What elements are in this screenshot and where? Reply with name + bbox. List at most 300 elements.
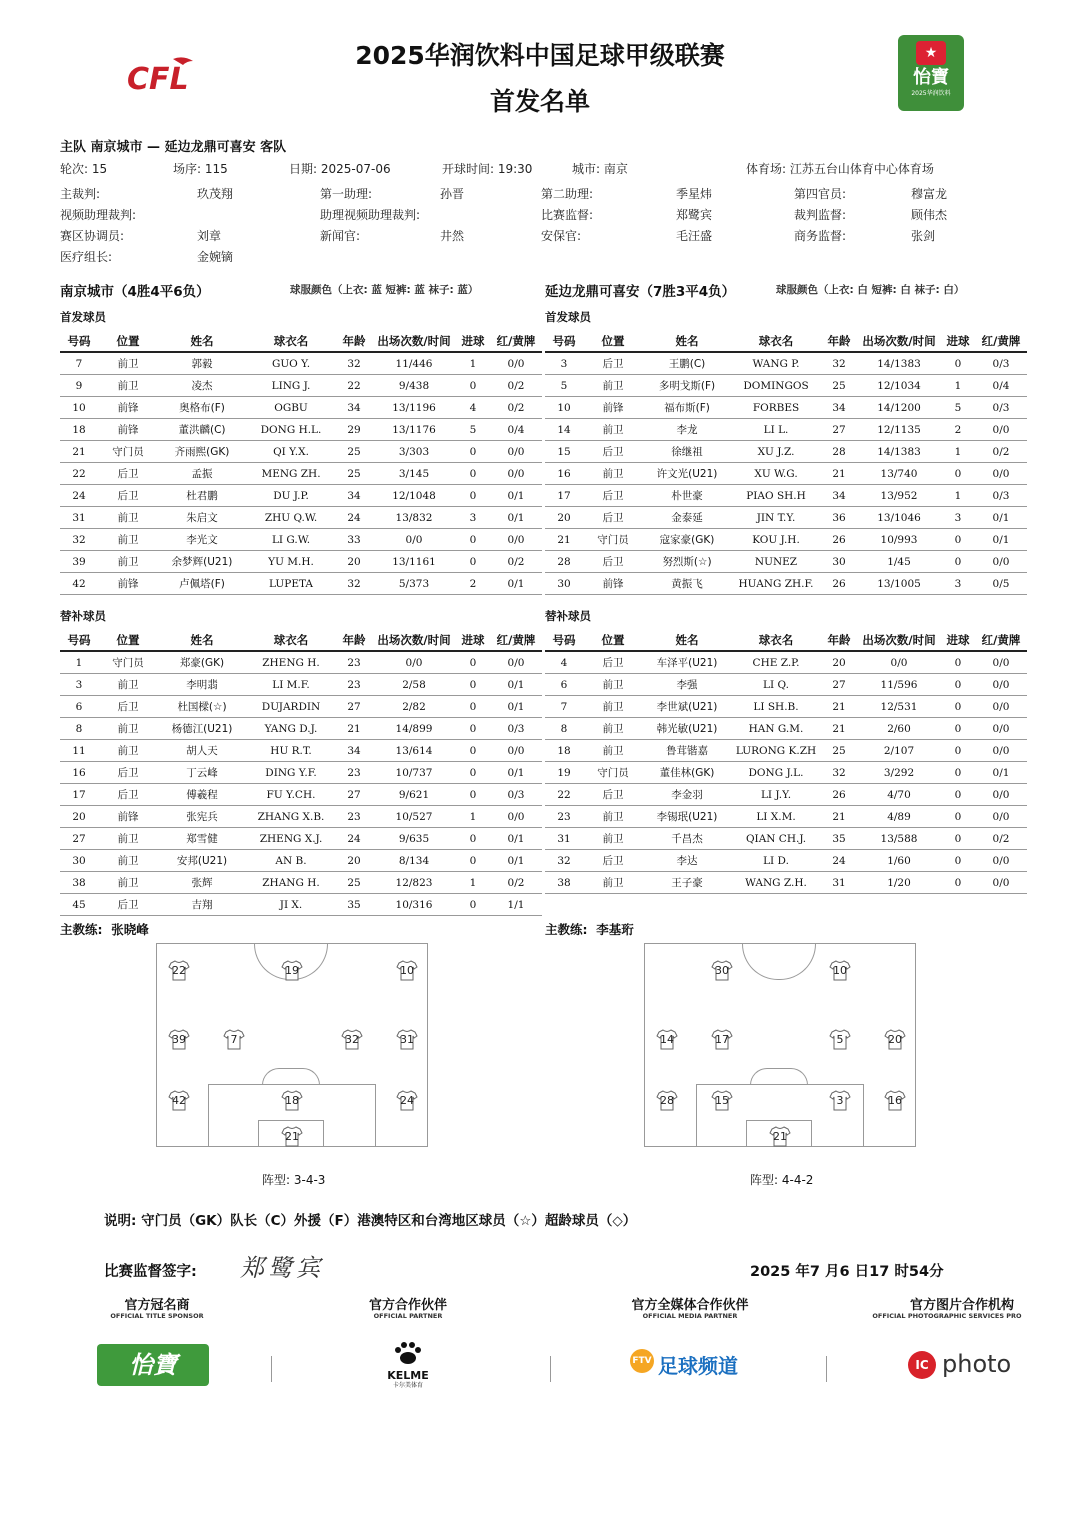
player-cell: 0/2 [975, 828, 1027, 850]
player-cell: 0/4 [490, 419, 542, 441]
player-cell: 8 [60, 718, 98, 740]
player-cell: DUJARDIN [246, 696, 336, 718]
player-cell: 1/1 [490, 894, 542, 916]
player-cell: 0/0 [975, 696, 1027, 718]
player-cell: 后卫 [583, 850, 643, 872]
player-cell: 前卫 [98, 872, 158, 894]
player-cell: 3 [941, 507, 975, 529]
player-cell: 15 [545, 441, 583, 463]
player-cell: 22 [336, 375, 372, 397]
cfl-logo-text: CFL [127, 62, 189, 95]
player-cell: 27 [336, 784, 372, 806]
player-cell: PIAO SH.H [731, 485, 821, 507]
player-row [60, 718, 542, 740]
player-cell: 25 [336, 441, 372, 463]
player-cell: 后卫 [583, 651, 643, 674]
player-cell: 3/145 [372, 463, 456, 485]
player-cell: 4 [456, 397, 490, 419]
player-cell: 董洪麟(C) [158, 419, 246, 441]
sponsor-sub-2: OFFICIAL PARTNER [373, 1312, 443, 1320]
match-teams-line: 主队 南京城市 — 延边龙鼎可喜安 客队 [60, 140, 287, 155]
player-cell: 45 [60, 894, 98, 916]
shirt-icon [656, 1028, 678, 1050]
player-cell: 后卫 [583, 551, 643, 573]
player-cell: LI Q. [731, 674, 821, 696]
player-row [545, 397, 1027, 419]
shirt-icon [341, 1028, 363, 1050]
player-cell: 2 [456, 573, 490, 595]
player-cell: 李锡珉(U21) [643, 806, 731, 828]
column-header: 进球 [456, 630, 490, 651]
player-cell: 5/373 [372, 573, 456, 595]
player-cell: 0 [456, 762, 490, 784]
player-cell: 韩光敏(U21) [643, 718, 731, 740]
player-cell: WANG P. [731, 352, 821, 375]
column-header: 红/黄牌 [975, 630, 1027, 651]
paw-icon [393, 1340, 423, 1366]
player-cell: 31 [60, 507, 98, 529]
player-cell: 杜君鹏 [158, 485, 246, 507]
home-coach [60, 920, 149, 938]
player-cell: 6 [60, 696, 98, 718]
shirt-icon [281, 1089, 303, 1111]
player-cell: NUNEZ [731, 551, 821, 573]
player-cell: 前锋 [98, 806, 158, 828]
match-stadium: 体育场: 江苏五台山体育中心体育场 [746, 162, 934, 176]
player-cell: 26 [821, 784, 857, 806]
player-cell: 福布斯(F) [643, 397, 731, 419]
player-cell: LURONG K.ZH [731, 740, 821, 762]
player-cell: 20 [336, 551, 372, 573]
column-header: 号码 [60, 630, 98, 651]
player-cell: 后卫 [583, 352, 643, 375]
player-cell: 12/531 [857, 696, 941, 718]
player-cell: 12/823 [372, 872, 456, 894]
player-cell: 前卫 [583, 872, 643, 894]
column-header: 号码 [60, 331, 98, 352]
player-cell: 35 [336, 894, 372, 916]
player-cell: AN B. [246, 850, 336, 872]
column-header: 出场次数/时间 [372, 331, 456, 352]
player-cell: 0/1 [490, 850, 542, 872]
player-cell: YU M.H. [246, 551, 336, 573]
match-round: 轮次: 15 [60, 162, 108, 176]
sponsor-title-2: 官方合作伙伴 [368, 1298, 447, 1313]
player-cell: 前卫 [583, 740, 643, 762]
official-role: 第四官员: [794, 187, 847, 201]
player-cell: 0/0 [975, 740, 1027, 762]
player-cell: 0 [941, 872, 975, 894]
player-cell: 0/0 [490, 463, 542, 485]
player-cell: 13/1161 [372, 551, 456, 573]
player-row [60, 375, 542, 397]
shirt-number: 5 [836, 1033, 844, 1046]
player-cell: 后卫 [98, 463, 158, 485]
player-cell: 12/1048 [372, 485, 456, 507]
shirt-number: 18 [285, 1094, 299, 1107]
player-cell: 0/0 [490, 806, 542, 828]
ic-logo-badge: IC [908, 1351, 936, 1379]
shirt-icon [281, 959, 303, 981]
shirt-icon [711, 1089, 733, 1111]
player-cell: 李光文 [158, 529, 246, 551]
column-header: 号码 [545, 630, 583, 651]
player-cell: 13/952 [857, 485, 941, 507]
player-cell: 朱启文 [158, 507, 246, 529]
player-cell: KOU J.H. [731, 529, 821, 551]
player-row [60, 441, 542, 463]
player-cell: 0/3 [975, 352, 1027, 375]
player-cell: 23 [336, 806, 372, 828]
player-cell: 39 [60, 551, 98, 573]
player-cell: 鲁茸锴嘉 [643, 740, 731, 762]
player-cell: 千昌杰 [643, 828, 731, 850]
player-cell: 许文光(U21) [643, 463, 731, 485]
player-cell: 3 [60, 674, 98, 696]
shirt-icon [168, 959, 190, 981]
column-header: 出场次数/时间 [857, 630, 941, 651]
player-cell: 0/3 [975, 397, 1027, 419]
home-subs-label: 替补球员 [60, 609, 106, 623]
player-cell: 21 [336, 718, 372, 740]
player-cell: 20 [60, 806, 98, 828]
player-cell: 安邦(U21) [158, 850, 246, 872]
player-cell: 0/1 [490, 762, 542, 784]
player-cell: 31 [545, 828, 583, 850]
player-cell: 0/0 [975, 419, 1027, 441]
player-cell: 0 [456, 463, 490, 485]
player-cell: 13/740 [857, 463, 941, 485]
player-cell: 0/2 [975, 441, 1027, 463]
shirt-icon [711, 959, 733, 981]
player-cell: 1/20 [857, 872, 941, 894]
home-starters-label: 首发球员 [60, 310, 106, 324]
shirt-icon [829, 1028, 851, 1050]
player-cell: 1 [456, 806, 490, 828]
player-cell: 10/737 [372, 762, 456, 784]
player-cell: 28 [821, 441, 857, 463]
player-cell: HAN G.M. [731, 718, 821, 740]
player-row [60, 740, 542, 762]
sponsor-title-4: 官方图片合作机构 [909, 1298, 1014, 1313]
player-cell: 1/45 [857, 551, 941, 573]
column-header: 年龄 [336, 630, 372, 651]
player-cell: 0 [456, 651, 490, 674]
player-cell: 0/3 [490, 784, 542, 806]
player-cell: 李金羽 [643, 784, 731, 806]
player-cell: 0 [456, 828, 490, 850]
player-row [545, 352, 1027, 375]
sponsor-logo [898, 35, 964, 111]
player-cell: 21 [545, 529, 583, 551]
official-role: 裁判监督: [794, 208, 847, 222]
player-cell: 25 [336, 872, 372, 894]
player-cell: 31 [821, 872, 857, 894]
player-cell: 18 [60, 419, 98, 441]
player-cell: 11/446 [372, 352, 456, 375]
player-cell: 2/58 [372, 674, 456, 696]
player-cell: 2 [941, 419, 975, 441]
player-cell: 后卫 [583, 441, 643, 463]
sponsor-title-3: 官方全媒体合作伙伴 [631, 1298, 749, 1313]
player-cell: XU W.G. [731, 463, 821, 485]
sponsor-sub-1: OFFICIAL TITLE SPONSOR [110, 1312, 204, 1320]
column-header: 球衣名 [246, 630, 336, 651]
player-cell: LING J. [246, 375, 336, 397]
sponsor-title-1: 官方冠名商 [124, 1298, 190, 1313]
player-cell: 杜国樑(☆) [158, 696, 246, 718]
player-cell: 0/0 [975, 551, 1027, 573]
player-row [545, 696, 1027, 718]
player-row [545, 718, 1027, 740]
player-cell: 13/832 [372, 507, 456, 529]
player-cell: 徐继祖 [643, 441, 731, 463]
shirt-number: 21 [285, 1130, 299, 1143]
player-row [545, 463, 1027, 485]
player-cell: 0/1 [490, 828, 542, 850]
player-cell: 14/1383 [857, 441, 941, 463]
player-cell: 0/0 [490, 352, 542, 375]
player-cell: 0/1 [975, 507, 1027, 529]
player-cell: ZHANG X.B. [246, 806, 336, 828]
player-cell: 25 [821, 740, 857, 762]
legend-note: 说明: 守门员（GK）队长（C）外援（F）港澳特区和台湾地区球员（☆）超龄球员（◇） [104, 1213, 637, 1229]
player-row [545, 674, 1027, 696]
player-cell: FU Y.CH. [246, 784, 336, 806]
player-cell: 张辉 [158, 872, 246, 894]
signature-label: 比赛监督签字: [104, 1264, 197, 1280]
player-cell: 34 [821, 397, 857, 419]
player-cell: 34 [336, 485, 372, 507]
match-kickoff: 开球时间: 19:30 [442, 162, 533, 176]
player-cell: 郑豪(GK) [158, 651, 246, 674]
player-cell: 13/614 [372, 740, 456, 762]
sponsor-divider-2 [550, 1356, 551, 1382]
column-header: 球衣名 [731, 630, 821, 651]
shirt-number: 24 [400, 1094, 414, 1107]
player-cell: 35 [821, 828, 857, 850]
player-cell: 孟振 [158, 463, 246, 485]
column-header: 位置 [583, 331, 643, 352]
player-cell: LI L. [731, 419, 821, 441]
shirt-number: 14 [660, 1033, 674, 1046]
page-title: 2025华润饮料中国足球甲级联赛 [355, 41, 725, 70]
match-number: 场序: 115 [173, 162, 228, 176]
player-cell: 0/0 [975, 718, 1027, 740]
official-role: 第二助理: [541, 187, 594, 201]
shirt-number: 21 [773, 1130, 787, 1143]
shirt-icon [168, 1089, 190, 1111]
shirt-number: 10 [400, 964, 414, 977]
player-cell: 14/1200 [857, 397, 941, 419]
official-name: 张剑 [911, 229, 936, 243]
column-header: 红/黄牌 [490, 331, 542, 352]
player-cell: 前卫 [583, 419, 643, 441]
shirt-number: 22 [172, 964, 186, 977]
player-cell: 7 [60, 352, 98, 375]
shirt-number: 7 [230, 1033, 238, 1046]
player-cell: 0 [941, 352, 975, 375]
player-cell: MENG ZH. [246, 463, 336, 485]
official-name: 孙晋 [440, 187, 465, 201]
away-coach [545, 920, 634, 938]
player-cell: 0/0 [975, 872, 1027, 894]
player-cell: 0 [456, 894, 490, 916]
player-cell: 后卫 [98, 696, 158, 718]
ftv-logo-badge: FTV [630, 1349, 654, 1373]
player-cell: LI D. [731, 850, 821, 872]
home-formation-label: 阵型: 3-4-3 [262, 1173, 326, 1187]
player-cell: 前卫 [98, 850, 158, 872]
player-cell: 0 [941, 740, 975, 762]
official-role: 商务监督: [794, 229, 847, 243]
player-cell: HU R.T. [246, 740, 336, 762]
shirt-number: 39 [172, 1033, 186, 1046]
player-cell: 张宪兵 [158, 806, 246, 828]
kelme-logo-sub: 卡尔美体育 [392, 1382, 423, 1389]
shirt-number: 3 [836, 1094, 844, 1107]
player-cell: 王子豪 [643, 872, 731, 894]
player-cell: 4/89 [857, 806, 941, 828]
shirt-icon [396, 1028, 418, 1050]
away-coach-name: 李基珩 [596, 922, 634, 937]
player-cell: 1 [941, 441, 975, 463]
player-cell: 0 [456, 529, 490, 551]
table-header-row [60, 331, 542, 352]
player-cell: 前卫 [98, 507, 158, 529]
player-cell: 0 [941, 828, 975, 850]
player-row [60, 397, 542, 419]
column-header: 年龄 [336, 331, 372, 352]
player-cell: 25 [336, 463, 372, 485]
shirt-icon [656, 1089, 678, 1111]
player-cell: 21 [60, 441, 98, 463]
player-row [545, 784, 1027, 806]
official-role: 新闻官: [320, 229, 361, 243]
player-cell: 0/0 [975, 806, 1027, 828]
shirt-number: 28 [660, 1094, 674, 1107]
home-coach-label: 主教练: [60, 922, 103, 937]
player-cell: 6 [545, 674, 583, 696]
player-cell: 前锋 [98, 573, 158, 595]
player-cell: 13/1005 [857, 573, 941, 595]
player-cell: 0 [456, 740, 490, 762]
player-cell: 0 [941, 551, 975, 573]
player-cell: 余梦辉(U21) [158, 551, 246, 573]
player-cell: 0/0 [490, 441, 542, 463]
player-cell: 20 [545, 507, 583, 529]
player-cell: 0 [456, 375, 490, 397]
player-row [60, 419, 542, 441]
player-cell: 34 [821, 485, 857, 507]
player-cell: 郑雪健 [158, 828, 246, 850]
player-cell: WANG Z.H. [731, 872, 821, 894]
player-row [60, 529, 542, 551]
official-role: 医疗组长: [60, 250, 113, 264]
player-cell: 凌杰 [158, 375, 246, 397]
player-cell: 前卫 [583, 674, 643, 696]
player-cell: 34 [336, 397, 372, 419]
official-name: 季星炜 [676, 187, 713, 201]
player-cell: 金泰延 [643, 507, 731, 529]
player-cell: 13/1046 [857, 507, 941, 529]
away-subs-table [545, 630, 1027, 894]
player-cell: 5 [941, 397, 975, 419]
player-cell: 0/0 [372, 529, 456, 551]
away-formation-pitch [644, 943, 916, 1147]
column-header: 姓名 [643, 630, 731, 651]
player-cell: 前卫 [98, 375, 158, 397]
column-header: 出场次数/时间 [857, 331, 941, 352]
player-cell: ZHENG X.J. [246, 828, 336, 850]
player-row [60, 806, 542, 828]
player-row [60, 872, 542, 894]
player-cell: 29 [336, 419, 372, 441]
player-cell: 3/292 [857, 762, 941, 784]
player-cell: 3 [545, 352, 583, 375]
sponsor-divider-1 [271, 1356, 272, 1382]
player-row [545, 375, 1027, 397]
player-cell: 32 [336, 573, 372, 595]
player-cell: QIAN CH.J. [731, 828, 821, 850]
player-cell: 守门员 [98, 441, 158, 463]
player-cell: 前卫 [583, 375, 643, 397]
column-header: 号码 [545, 331, 583, 352]
table-header-row [545, 331, 1027, 352]
player-cell: 12/1034 [857, 375, 941, 397]
player-cell: 0/1 [975, 762, 1027, 784]
player-cell: 23 [336, 674, 372, 696]
shirt-icon [829, 959, 851, 981]
sponsor-logo-text: 怡寶 [913, 67, 949, 88]
player-cell: LI G.W. [246, 529, 336, 551]
player-row [545, 762, 1027, 784]
player-cell: 前卫 [583, 696, 643, 718]
player-cell: 0/4 [975, 375, 1027, 397]
player-cell: LI X.M. [731, 806, 821, 828]
player-cell: 0 [941, 529, 975, 551]
shirt-number: 17 [715, 1033, 729, 1046]
player-row [545, 872, 1027, 894]
player-cell: 0 [941, 784, 975, 806]
player-cell: 胡人天 [158, 740, 246, 762]
player-cell: 26 [821, 573, 857, 595]
player-cell: 齐雨熙(GK) [158, 441, 246, 463]
player-cell: 8/134 [372, 850, 456, 872]
player-cell: 27 [821, 674, 857, 696]
player-cell: 5 [545, 375, 583, 397]
player-cell: 24 [60, 485, 98, 507]
sponsor-logo-kelme [378, 1340, 438, 1390]
player-cell: 后卫 [98, 762, 158, 784]
player-cell: OGBU [246, 397, 336, 419]
player-cell: 14 [545, 419, 583, 441]
shirt-number: 42 [172, 1094, 186, 1107]
shirt-icon [769, 1125, 791, 1147]
player-cell: 3 [941, 573, 975, 595]
player-cell: XU J.Z. [731, 441, 821, 463]
shirt-icon [829, 1089, 851, 1111]
player-cell: 11 [60, 740, 98, 762]
player-row [545, 740, 1027, 762]
ic-photo-logo-text: photo [942, 1350, 1012, 1378]
player-cell: 0/1 [490, 573, 542, 595]
sponsor-sub-3: OFFICIAL MEDIA PARTNER [642, 1312, 738, 1320]
official-role: 安保官: [541, 229, 582, 243]
official-name: 穆富龙 [911, 187, 948, 201]
player-cell: 后卫 [98, 485, 158, 507]
player-cell: 2/60 [857, 718, 941, 740]
